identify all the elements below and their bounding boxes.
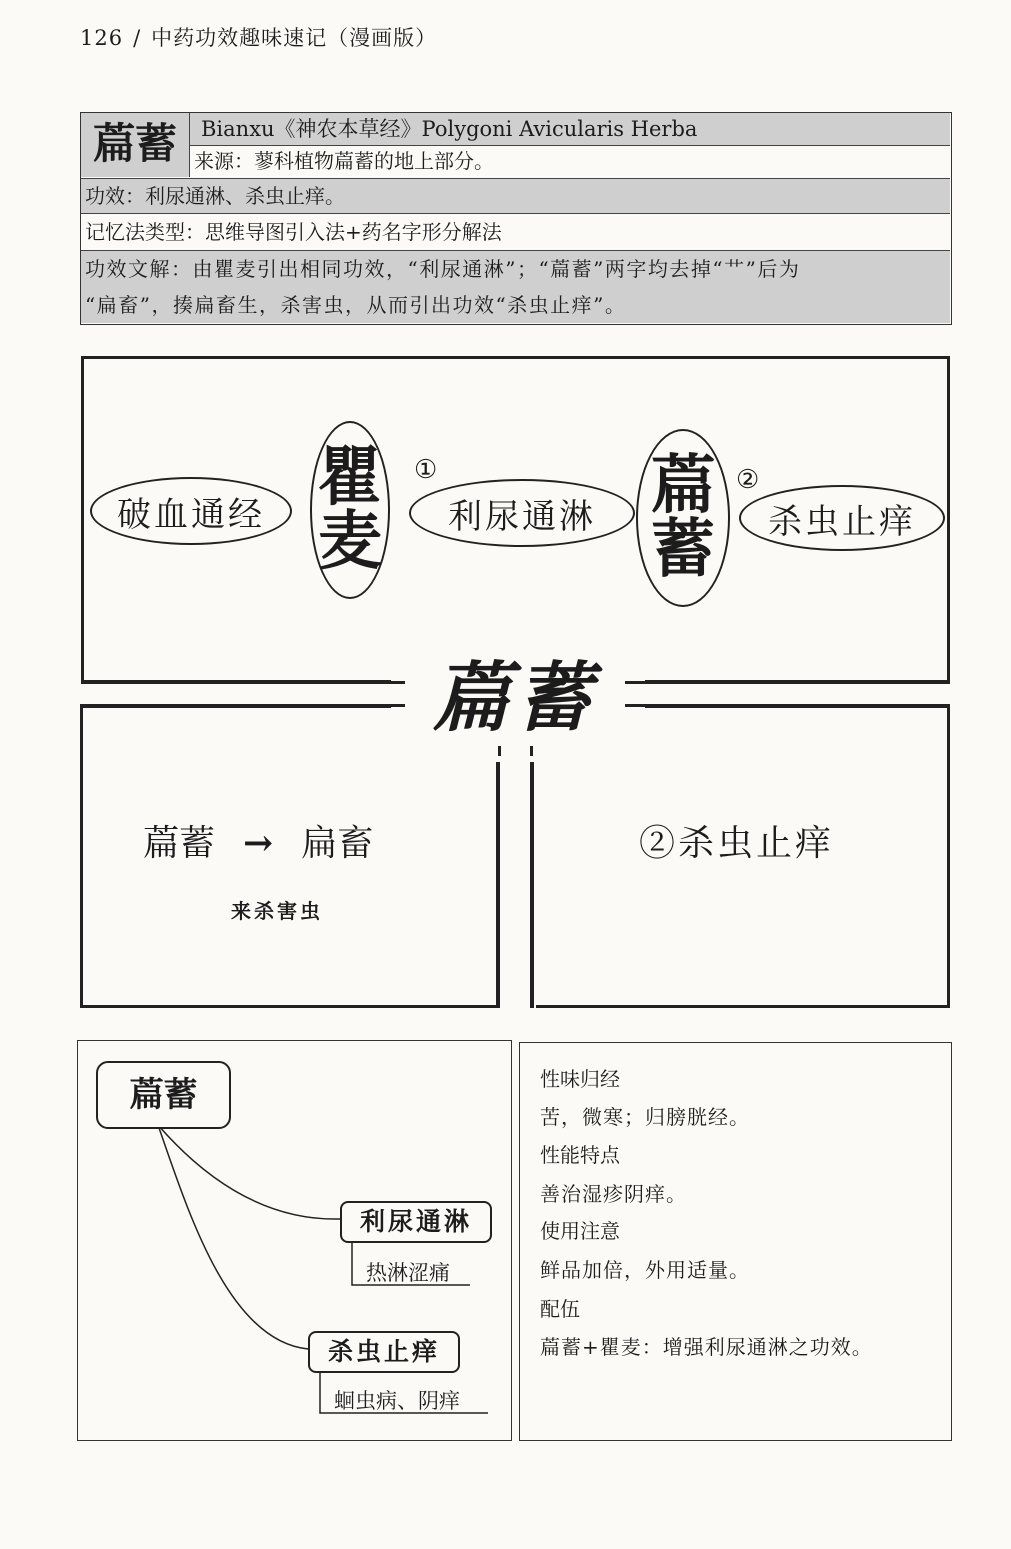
divider-line-right bbox=[530, 762, 534, 1008]
title-rule-right-bottom bbox=[645, 704, 950, 708]
node-bianxu-char-2: 蓄 bbox=[651, 512, 715, 587]
value-combination: 萹蓄+瞿麦：增强利尿通淋之功效。 bbox=[540, 1335, 873, 1359]
tree-branch-shachong: 杀虫止痒 bbox=[308, 1331, 460, 1373]
center-title: 萹蓄 bbox=[405, 650, 625, 746]
heading-combination: 配伍 bbox=[540, 1297, 580, 1321]
value-precautions: 鲜品加倍，外用适量。 bbox=[540, 1258, 750, 1282]
value-characteristics: 善治湿疹阴痒。 bbox=[540, 1182, 687, 1206]
source-line: 来源：蓼科植物萹蓄的地上部分。 bbox=[194, 149, 494, 173]
explanation-line-2: “扁畜”，揍扁畜生，杀害虫，从而引出功效“杀虫止痒”。 bbox=[85, 293, 627, 317]
title-row bbox=[81, 113, 950, 179]
page-number: 126 bbox=[80, 26, 124, 50]
heading-characteristics: 性能特点 bbox=[540, 1143, 620, 1167]
decomposition-note: 来杀害虫 bbox=[231, 899, 323, 923]
heading-nature-meridian: 性味归经 bbox=[540, 1067, 620, 1091]
decomposition-to: 扁畜 bbox=[301, 823, 374, 864]
decomposition-from: 萹蓄 bbox=[143, 823, 216, 864]
herb-name: 萹蓄 bbox=[81, 113, 190, 177]
arrow-right-icon: → bbox=[243, 822, 274, 864]
number-two: ② bbox=[736, 465, 760, 495]
node-qumai bbox=[310, 421, 390, 599]
efficacy-row: 功效：利尿通淋、杀虫止痒。 bbox=[81, 179, 950, 214]
effect-tree-box bbox=[77, 1040, 512, 1441]
node-qumai-char-1: 瞿 bbox=[318, 440, 382, 515]
tree-branch-liniao: 利尿通淋 bbox=[340, 1201, 492, 1243]
heading-precautions: 使用注意 bbox=[540, 1219, 620, 1243]
book-title: 中药功效趣味速记（漫画版） bbox=[151, 26, 438, 50]
value-nature-meridian: 苦，微寒；归膀胱经。 bbox=[540, 1105, 750, 1129]
node-qumai-char-2: 麦 bbox=[318, 504, 382, 579]
node-pojie-tongjing: 破血通经 bbox=[90, 477, 292, 545]
explanation-row bbox=[81, 251, 950, 323]
title-rule-right-top bbox=[645, 680, 950, 684]
mind-map-box bbox=[81, 356, 950, 684]
node-liniao-tonglin: 利尿通淋 bbox=[409, 479, 635, 547]
herb-info-table bbox=[80, 112, 952, 325]
memory-method-row: 记忆法类型：思维导图引入法+药名字形分解法 bbox=[81, 214, 950, 251]
node-bianxu bbox=[636, 429, 730, 607]
tree-branch-liniao-sub: 热淋涩痛 bbox=[366, 1261, 450, 1285]
decomposition-line bbox=[143, 815, 373, 866]
tree-root: 萹蓄 bbox=[96, 1061, 231, 1129]
running-header bbox=[80, 22, 437, 52]
character-decomposition-box bbox=[80, 704, 501, 1008]
divider-line-left bbox=[496, 762, 500, 1008]
explanation-line-1: 功效文解：由瞿麦引出相同功效，“利尿通淋”；“萹蓄”两字均去掉“艹”后为 bbox=[85, 257, 801, 281]
title-rule-left-bottom bbox=[80, 704, 391, 708]
latin-name-line: Bianxu《神农本草经》Polygoni Avicularis Herba bbox=[190, 113, 950, 146]
properties-box bbox=[519, 1042, 952, 1441]
title-rule-left-top bbox=[81, 680, 391, 684]
node-bianxu-char-1: 萹 bbox=[651, 448, 715, 523]
header-separator: / bbox=[133, 26, 142, 50]
number-one: ① bbox=[414, 455, 438, 485]
effect-text: ②杀虫止痒 bbox=[639, 823, 835, 864]
tree-branch-shachong-sub: 蛔虫病、阴痒 bbox=[334, 1389, 460, 1413]
effect-box bbox=[530, 704, 950, 1008]
node-shachong-zhiyang: 杀虫止痒 bbox=[739, 485, 945, 551]
